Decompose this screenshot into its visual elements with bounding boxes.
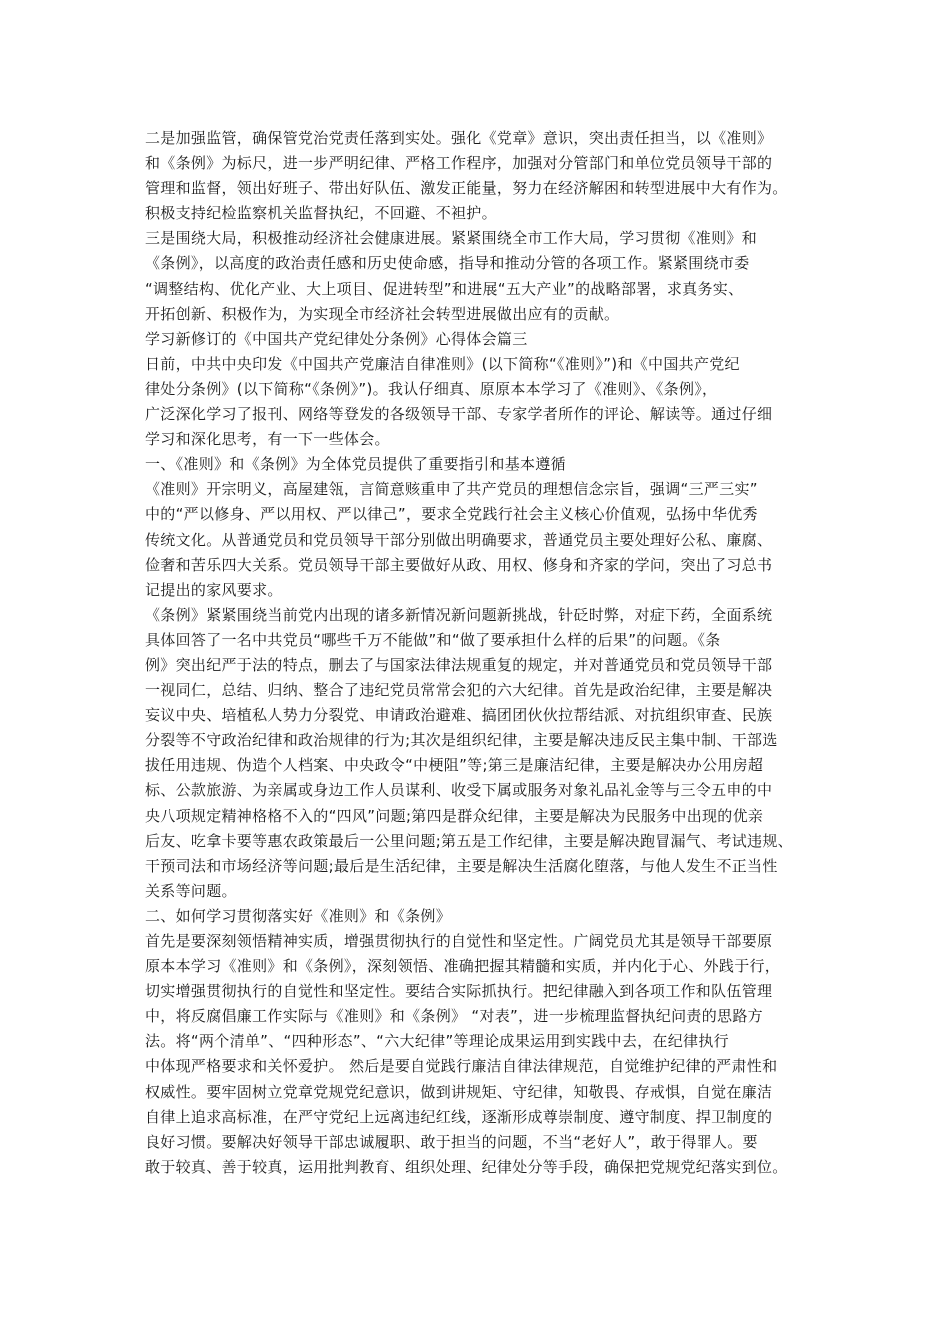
text-line: 开拓创新、积极作为，为实现全市经济社会转型进展做出应有的贡献。 (145, 304, 620, 323)
text-line: 《条例》紧紧围绕当前党内出现的诸多新情况新问题新挑战，针砭时弊，对症下药，全面系统 (145, 605, 773, 624)
text-line: 关系等问题。 (145, 881, 237, 900)
text-line: 三是围绕大局，积极推动经济社会健康进展。紧紧围绕全市工作大局，学习贯彻《准则》和 (145, 229, 758, 248)
text-line: 律处分条例》(以下简称“《条例》”)。我认仔细真、原原本本学习了《准则》、《条例》， (145, 379, 718, 398)
text-line: 二是加强监管，确保管党治党责任落到实处。强化《党章》意识，突出责任担当，以《准则》 (145, 129, 773, 147)
text-line: 和《条例》为标尺，进一步严明纪律、严格工作程序，加强对分管部门和单位党员领导干部的 (145, 154, 773, 173)
text-line: 二、如何学习贯彻落实好《准则》和《条例》 (145, 906, 452, 925)
text-line: 积极支持纪检监察机关监督执纪，不回避、不袒护。 (145, 204, 497, 223)
text-line: 一、《准则》和《条例》为全体党员提供了重要指引和基本遵循 (145, 455, 566, 474)
text-line: 一视同仁，总结、归纳、整合了违纪党员常常会犯的六大纪律。首先是政治纪律，主要是解决 (145, 681, 773, 700)
text-line: 记提出的家风要求。 (145, 580, 283, 599)
text-line: 后友、吃拿卡要等惠农政策最后一公里问题;第五是工作纪律，主要是解决跑冒漏气、考试违规、 (145, 831, 793, 850)
text-line: 广泛深化学习了报刊、网络等登发的各级领导干部、专家学者所作的评论、解读等。通过仔细 (145, 405, 773, 424)
text-line: 原本本学习《准则》和《条例》，深刻领悟、准确把握其精髓和实质，并内化于心、外践于行， (145, 957, 781, 976)
text-line: 《条例》，以高度的政治责任感和历史使命感，指导和推动分管的各项工作。紧紧围绕市委 (145, 254, 750, 273)
text-line: 敢于较真、善于较真，运用批判教育、组织处理、纪律处分等手段，确保把党规党纪落实到位。 (145, 1157, 788, 1176)
text-line: “调整结构、优化产业、大上项目、促进转型”和进展“五大产业”的战略部署，求真务实、 (145, 279, 744, 298)
text-line: 中体现严格要求和关怀爱护。 然后是要自觉践行廉洁自律法律规范，自觉维护纪律的严肃性和 (145, 1057, 778, 1076)
text-line: 央八项规定精神格格不入的“四风”问题;第四是群众纪律，主要是解决为民服务中出现的优亲 (145, 806, 764, 825)
text-line: 《准则》开宗明义，高屋建瓴，言简意赅重申了共产党员的理想信念宗旨，强调“三严三实” (145, 480, 758, 499)
text-line: 中的“严以修身、严以用权、严以律己”，要求全党践行社会主义核心价值观，弘扬中华优秀 (145, 505, 758, 524)
text-line: 管理和监督，领出好班子、带出好队伍、激发正能量，努力在经济解困和转型进展中大有作为。 (145, 179, 788, 198)
text-line: 自律上追求高标准，在严守党纪上远离违纪红线，逐渐形成尊崇制度、遵守制度、捍卫制度的 (145, 1107, 773, 1126)
text-line: 切实增强贯彻执行的自觉性和坚定性。要结合实际抓执行。把纪律融入到各项工作和队伍管理 (145, 982, 773, 1001)
text-line: 分裂等不守政治纪律和政治规律的行为;其次是组织纪律，主要是解决违反民主集中制、干部选 (145, 731, 778, 750)
text-line: 法。将“两个清单”、“四种形态”、“六大纪律”等理论成果运用到实践中去，在纪律执行 (145, 1032, 729, 1051)
text-line: 例》突出纪严于法的特点，删去了与国家法律法规重复的规定，并对普通党员和党员领导干部 (145, 655, 773, 674)
text-line: 具体回答了一名中共党员“哪些千万不能做”和“做了要承担什么样的后果”的问题。《条 (145, 630, 721, 649)
text-line: 传统文化。从普通党员和党员领导干部分别做出明确要求，普通党员主要处理好公私、廉腐、 (145, 530, 773, 549)
text-line: 俭奢和苦乐四大关系。党员领导干部主要做好从政、用权、修身和齐家的学问，突出了习总书 (145, 555, 773, 574)
text-line: 妄议中央、培植私人势力分裂党、申请政治避难、搞团团伙伙拉帮结派、对抗组织审查、民族 (145, 706, 773, 725)
text-line: 干预司法和市场经济等问题;最后是生活纪律，主要是解决生活腐化堕落，与他人发生不正当性 (145, 856, 778, 875)
text-line: 学习新修订的《中国共产党纪律处分条例》心得体会篇三 (145, 329, 528, 348)
text-line: 学习和深化思考，有一下一些体会。 (145, 430, 390, 449)
text-line: 良好习惯。要解决好领导干部忠诚履职、敢于担当的问题，不当“老好人”，敢于得罪人。要 (145, 1132, 758, 1151)
text-line: 拔任用违规、伪造个人档案、中央政令“中梗阻”等;第三是廉洁纪律，主要是解决办公用房超 (145, 756, 764, 775)
text-line: 首先是要深刻领悟精神实质，增强贯彻执行的自觉性和坚定性。广阔党员尤其是领导干部要原 (145, 932, 773, 950)
text-line: 日前，中共中央印发《中国共产党廉洁自律准则》(以下简称“《准则》”)和《中国共产党纪 (145, 354, 740, 373)
text-line: 权威性。要牢固树立党章党规党纪意识，做到讲规矩、守纪律，知敬畏、存戒惧，自觉在廉洁 (145, 1082, 773, 1101)
text-line: 中，将反腐倡廉工作实际与《准则》和《条例》 “对表”，进一步梳理监督执纪问责的思路方 (145, 1007, 763, 1026)
document-body (145, 126, 817, 1180)
text-line: 标、公款旅游、为亲属或身边工作人员谋利、收受下属或服务对象礼品礼金等与三令五申的中 (145, 781, 773, 800)
